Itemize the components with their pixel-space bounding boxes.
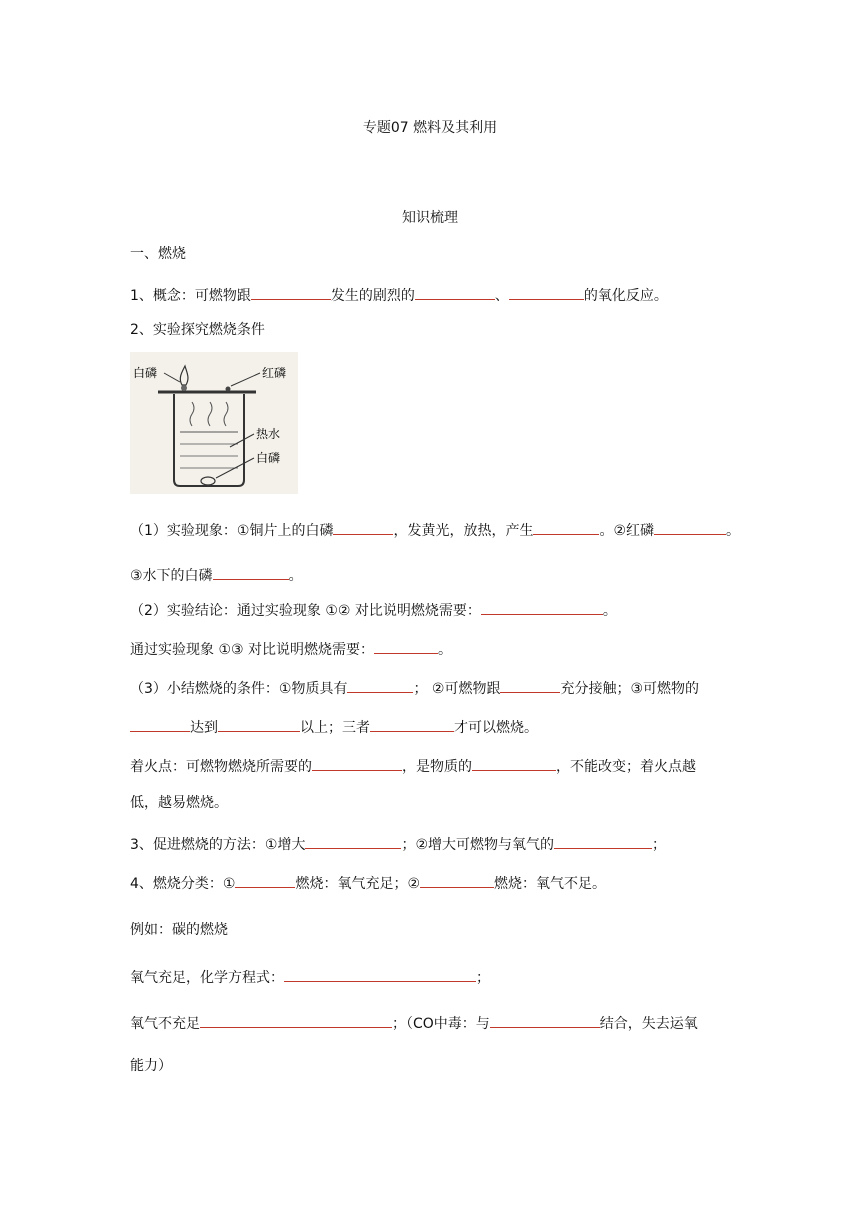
blank[interactable] <box>305 832 401 849</box>
label-white-phosphorus-bottom: 白磷 <box>256 451 281 465</box>
label-red-phosphorus: 红磷 <box>262 366 287 380</box>
ignition-line-2: 低，越易燃烧。 <box>130 795 228 811</box>
blank[interactable] <box>200 1011 392 1028</box>
blank[interactable] <box>533 518 599 535</box>
blank[interactable] <box>333 518 393 535</box>
oxygen-lack-line-2: 能力） <box>130 1058 172 1074</box>
blank[interactable] <box>347 676 413 693</box>
blank[interactable] <box>481 598 603 615</box>
item1-line: 1、概念：可燃物跟 发生的剧烈的 、 的氧化反应。 <box>130 283 668 306</box>
blank[interactable] <box>490 1011 600 1028</box>
ignition-line: 着火点：可燃物燃烧所需要的 ，是物质的 ，不能改变；着火点越 <box>130 754 696 777</box>
blank[interactable] <box>554 832 652 849</box>
blank[interactable] <box>251 283 331 300</box>
exp3-line: （3）小结燃烧的条件：①物质具有 ； ②可燃物跟 充分接触；③可燃物的 <box>130 676 699 699</box>
section-heading: 知识梳理 <box>402 210 458 226</box>
page-title: 专题07 燃料及其利用 <box>362 120 498 136</box>
label-hot-water: 热水 <box>256 427 281 441</box>
blank[interactable] <box>415 283 495 300</box>
exp1b-line: ③水下的白磷 。 <box>130 563 303 586</box>
blank[interactable] <box>500 676 560 693</box>
item4-line: 4、燃烧分类：① 燃烧：氧气充足；② 燃烧：氧气不足。 <box>130 871 606 894</box>
blank[interactable] <box>130 715 190 732</box>
oxygen-lack-line: 氧气不充足 ；（CO中毒：与 结合，失去运氧 <box>130 1011 698 1034</box>
blank[interactable] <box>213 563 289 580</box>
item3-line: 3、促进燃烧的方法：①增大 ；②增大可燃物与氧气的 ； <box>130 832 666 855</box>
part1-heading: 一、燃烧 <box>130 246 186 262</box>
exp2-line: （2）实验结论：通过实验现象 ①② 对比说明燃烧需要： 。 <box>130 598 617 621</box>
blank[interactable] <box>370 715 454 732</box>
item2-heading: 2、实验探究燃烧条件 <box>130 322 265 338</box>
oxygen-full-line: 氧气充足，化学方程式： ； <box>130 965 490 988</box>
blank[interactable] <box>218 715 300 732</box>
exp1-line: （1）实验现象：①铜片上的白磷 ，发黄光，放热，产生 。②红磷 。 <box>130 518 740 541</box>
blank[interactable] <box>509 283 584 300</box>
blank[interactable] <box>472 754 556 771</box>
exp3b-line: 达到 以上；三者 才可以燃烧。 <box>130 715 538 738</box>
blank[interactable] <box>284 965 476 982</box>
blank[interactable] <box>235 871 295 888</box>
exp2b-line: 通过实验现象 ①③ 对比说明燃烧需要： 。 <box>130 637 452 660</box>
blank[interactable] <box>654 518 726 535</box>
blank[interactable] <box>420 871 494 888</box>
experiment-figure <box>130 352 298 494</box>
example-line: 例如：碳的燃烧 <box>130 922 228 938</box>
blank[interactable] <box>374 637 438 654</box>
blank[interactable] <box>312 754 402 771</box>
label-white-phosphorus-top: 白磷 <box>133 366 158 380</box>
